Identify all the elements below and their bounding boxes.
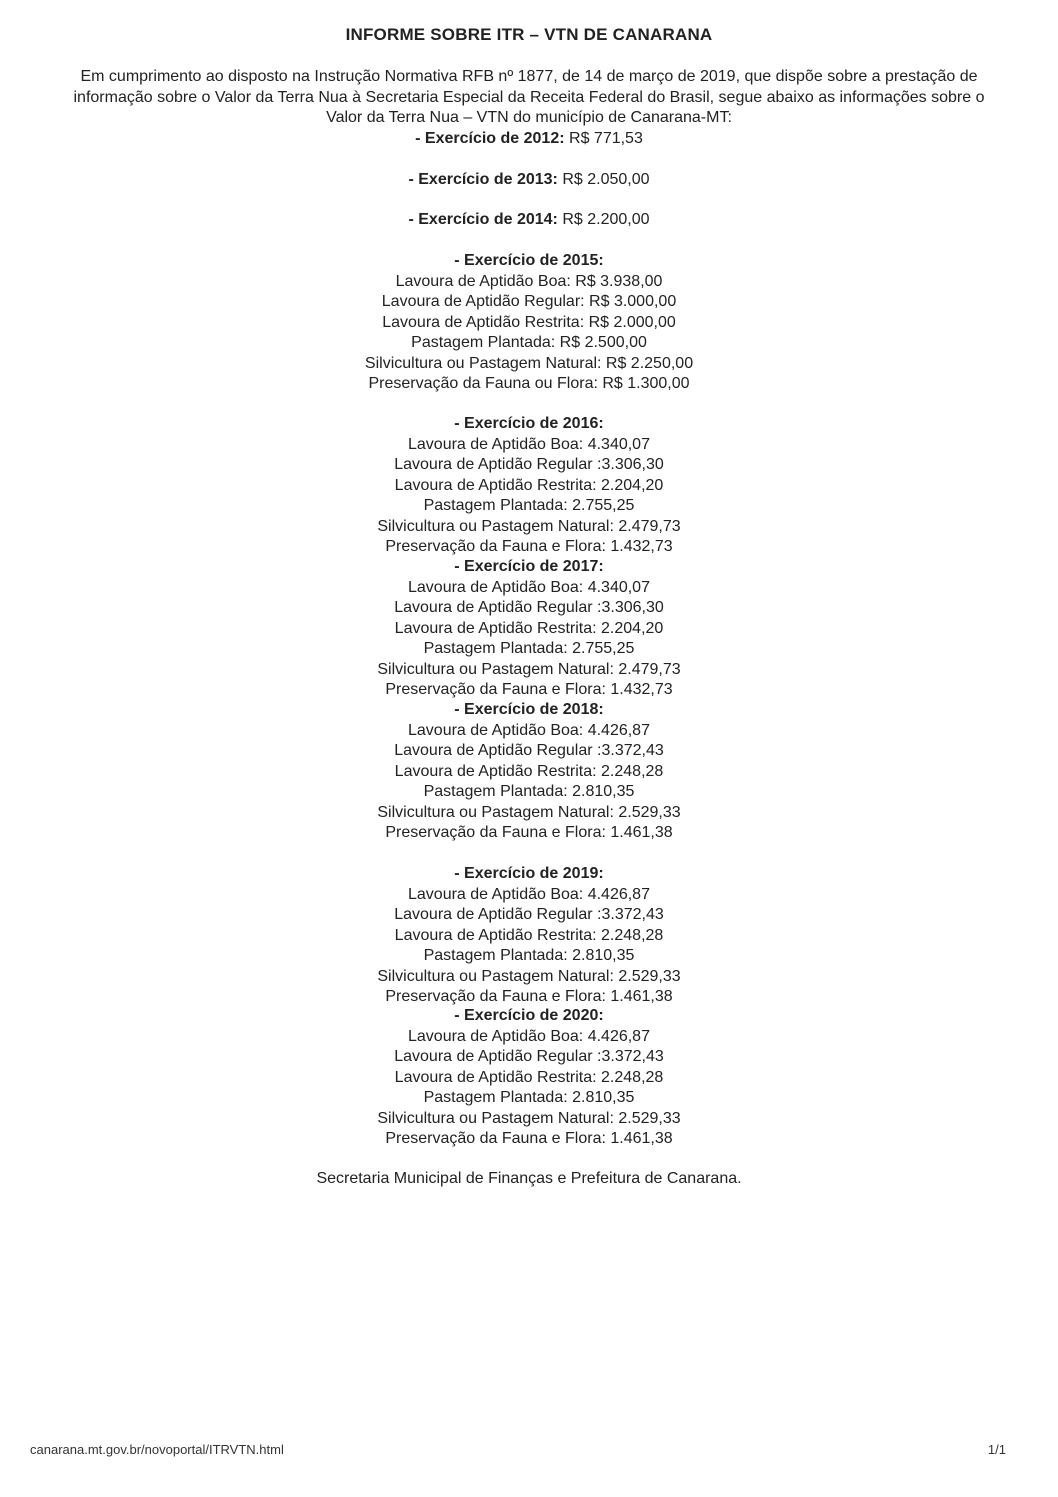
exercise-heading: - Exercício de 2020: — [454, 1007, 604, 1024]
exercise-heading: - Exercício de 2015: — [454, 252, 604, 269]
intro-paragraph: Em cumprimento ao disposto na Instrução Normativa RFB nº 1877, de 14 de março de 2019, que dispõe sobre a prestação de informação sobre o Valor da Terra Nua à Secretaria Especial da Receita Federal do Brasil, segue abaixo as informações sobre o Valor da Terra Nua – VTN do município de Canarana-MT: — [73, 68, 985, 126]
exercise-value: R$ 2.050,00 — [562, 171, 650, 188]
value-line: Pastagem Plantada: 2.755,25 — [423, 640, 635, 657]
exercise-label: - Exercício de 2014: — [408, 211, 558, 228]
value-line: Preservação da Fauna e Flora: 1.461,38 — [385, 988, 673, 1005]
value-line: Lavoura de Aptidão Regular :3.306,30 — [394, 599, 664, 616]
value-line: Preservação da Fauna ou Flora: R$ 1.300,00 — [368, 375, 690, 392]
value-line: Lavoura de Aptidão Regular :3.372,43 — [394, 906, 664, 923]
exercise-heading: - Exercício de 2019: — [454, 865, 604, 882]
value-line: Lavoura de Aptidão Boa: 4.340,07 — [408, 435, 650, 453]
exercise-heading: - Exercício de 2018: — [454, 701, 604, 718]
value-line: Silvicultura ou Pastagem Natural: 2.529,33 — [377, 1109, 681, 1127]
value-line: Lavoura de Aptidão Restrita: 2.204,20 — [394, 619, 664, 637]
value-line: Lavoura de Aptidão Boa: 4.340,07 — [408, 578, 650, 596]
value-line: Pastagem Plantada: 2.755,25 — [423, 497, 635, 514]
value-line: Preservação da Fauna e Flora: 1.461,38 — [385, 824, 673, 841]
exercise-value: R$ 2.200,00 — [562, 211, 650, 228]
value-line: Lavoura de Aptidão Restrita: 2.248,28 — [394, 1068, 664, 1086]
value-line: Lavoura de Aptidão Restrita: 2.248,28 — [394, 762, 664, 780]
exercise-label: - Exercício de 2012: — [415, 130, 565, 147]
value-line: Preservação da Fauna e Flora: 1.432,73 — [385, 538, 673, 555]
exercise-label: - Exercício de 2013: — [408, 171, 558, 188]
value-line: Lavoura de Aptidão Restrita: 2.248,28 — [394, 926, 664, 944]
value-line: Lavoura de Aptidão Regular :3.372,43 — [394, 1048, 664, 1065]
value-line: Lavoura de Aptidão Boa: 4.426,87 — [408, 721, 650, 739]
value-line: Lavoura de Aptidão Boa: 4.426,87 — [408, 1027, 650, 1045]
value-line: Pastagem Plantada: 2.810,35 — [423, 947, 635, 964]
value-line: Pastagem Plantada: 2.810,35 — [423, 1089, 635, 1106]
value-line: Lavoura de Aptidão Boa: R$ 3.938,00 — [395, 272, 663, 290]
exercise-2018 — [0, 700, 1058, 844]
exercise-2012 — [0, 129, 1058, 150]
value-line: Lavoura de Aptidão Regular :3.306,30 — [394, 456, 664, 473]
value-line: Lavoura de Aptidão Boa: 4.426,87 — [408, 885, 650, 903]
exercise-2019 — [0, 864, 1058, 1008]
value-line: Silvicultura ou Pastagem Natural: 2.479,73 — [377, 660, 681, 678]
value-line: Silvicultura ou Pastagem Natural: 2.479,73 — [377, 517, 681, 535]
document-title: INFORME SOBRE ITR – VTN DE CANARANA — [345, 25, 713, 44]
signature-note: Secretaria Municipal de Finanças e Prefeitura de Canarana. — [316, 1170, 742, 1187]
page-url: canarana.mt.gov.br/novoportal/ITRVTN.html — [30, 1442, 284, 1457]
value-line: Lavoura de Aptidão Regular: R$ 3.000,00 — [381, 293, 677, 310]
exercise-heading: - Exercício de 2017: — [454, 558, 604, 575]
value-line: Silvicultura ou Pastagem Natural: 2.529,33 — [377, 803, 681, 821]
exercise-heading: - Exercício de 2016: — [454, 415, 604, 432]
exercise-2015 — [0, 251, 1058, 395]
value-line: Pastagem Plantada: R$ 2.500,00 — [411, 334, 647, 351]
exercise-2014 — [0, 210, 1058, 231]
page-number: 1/1 — [987, 1442, 1006, 1457]
exercise-2016 — [0, 414, 1058, 558]
exercise-value: R$ 771,53 — [569, 130, 643, 147]
value-line: Lavoura de Aptidão Restrita: 2.204,20 — [394, 476, 664, 494]
value-line: Lavoura de Aptidão Regular :3.372,43 — [394, 742, 664, 759]
exercise-2020 — [0, 1006, 1058, 1150]
value-line: Preservação da Fauna e Flora: 1.432,73 — [385, 681, 673, 698]
value-line: Pastagem Plantada: 2.810,35 — [423, 783, 635, 800]
value-line: Preservação da Fauna e Flora: 1.461,38 — [385, 1130, 673, 1147]
value-line: Lavoura de Aptidão Restrita: R$ 2.000,00 — [382, 313, 676, 331]
value-line: Silvicultura ou Pastagem Natural: R$ 2.250,00 — [364, 354, 694, 372]
exercise-2013 — [0, 170, 1058, 191]
value-line: Silvicultura ou Pastagem Natural: 2.529,33 — [377, 967, 681, 985]
exercise-2017 — [0, 557, 1058, 701]
